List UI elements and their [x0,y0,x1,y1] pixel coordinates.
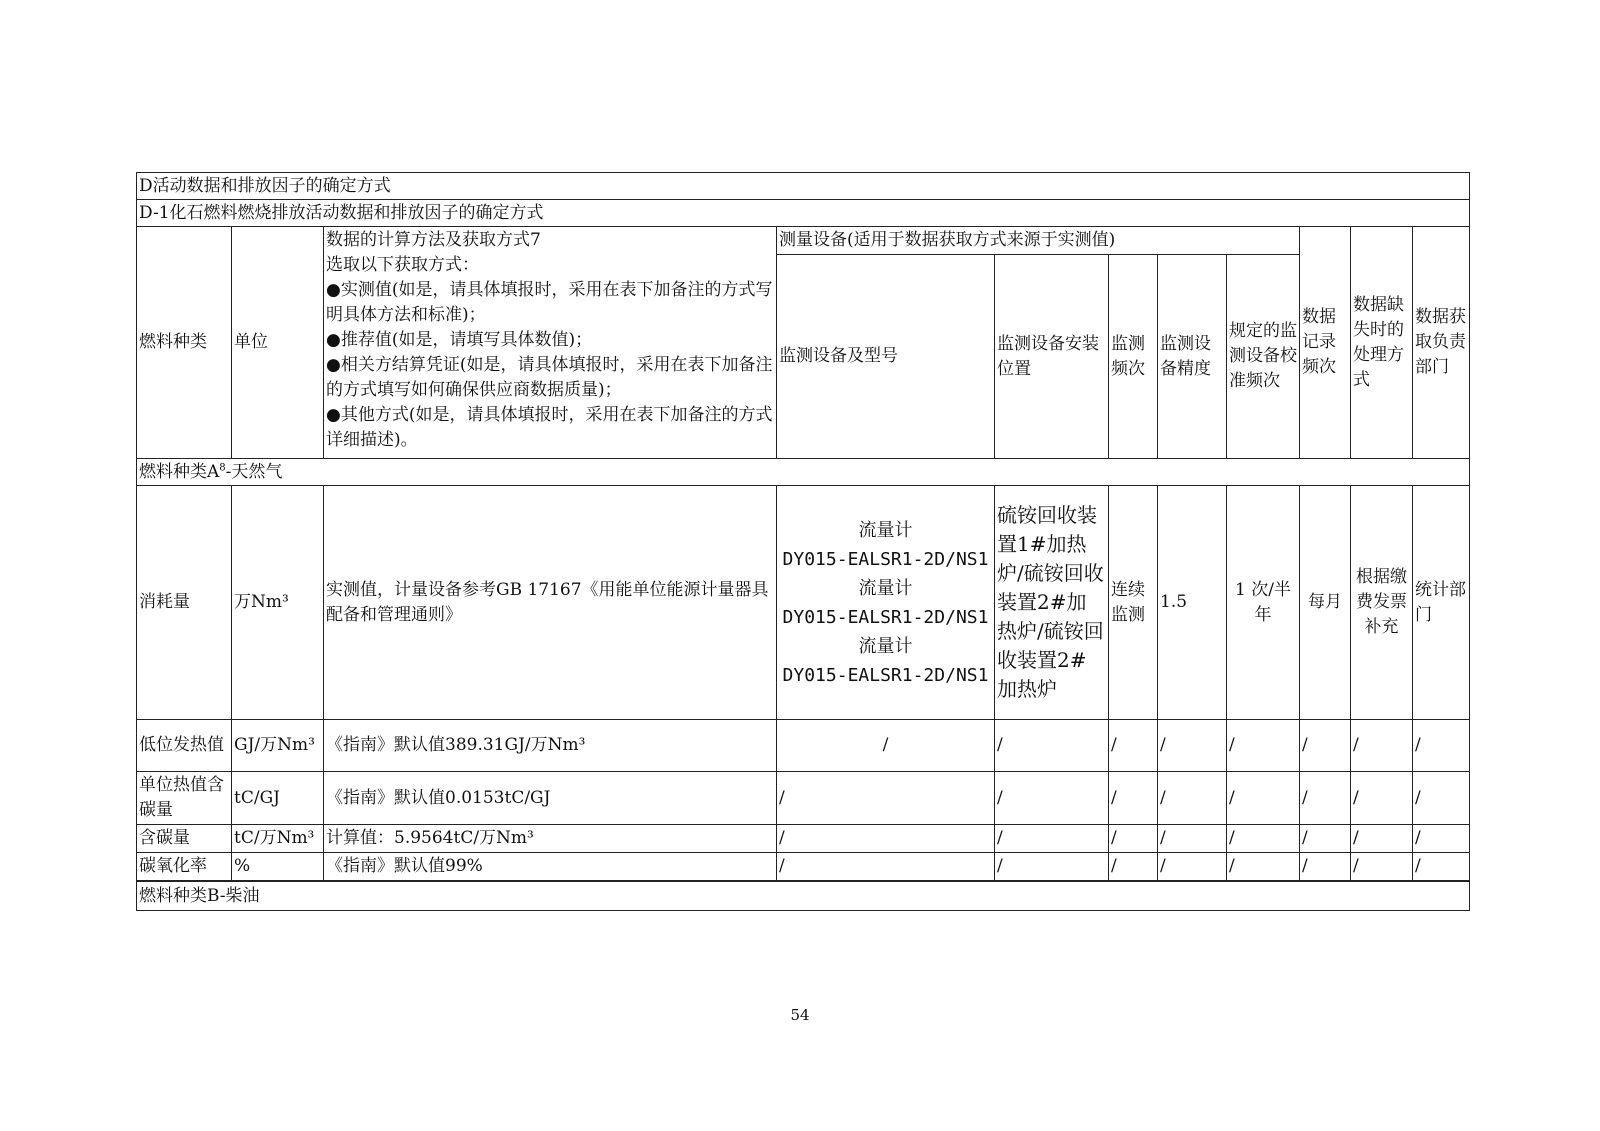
fuel-b-title: 燃料种类B-柴油 [137,881,1470,910]
row-freq: / [1109,720,1158,772]
row-method: 《指南》默认值99% [324,853,777,882]
table-row [137,486,1470,720]
row-record: / [1300,853,1351,882]
row-unit: % [232,853,324,882]
row-record: / [1300,720,1351,772]
row-name: 低位发热值 [137,720,232,772]
header-dept: 数据获取负责部门 [1413,227,1470,459]
row-location: / [995,720,1109,772]
row-unit: tC/GJ [232,772,324,825]
row-dept: / [1413,720,1470,772]
row-method: 《指南》默认值0.0153tC/GJ [324,772,777,825]
row-location: / [995,825,1109,853]
row-missing: 根据缴费发票补充 [1351,486,1413,720]
header-method-line: ●实测值(如是，请具体填报时，采用在表下加备注的方式写明具体方法和标准)； [326,280,773,325]
row-device: / [777,825,995,853]
row-calib: 1 次/半年 [1227,486,1300,720]
row-device: / [777,720,995,772]
row-missing: / [1351,772,1413,825]
row-name: 单位热值含碳量 [137,772,232,825]
row-dept: / [1413,853,1470,882]
header-method-line: 选取以下获取方式： [326,255,479,275]
header-missing-handling: 数据缺失时的处理方式 [1351,227,1413,459]
row-location: / [995,853,1109,882]
row-precision: / [1158,853,1227,882]
row-missing: / [1351,853,1413,882]
row-device: / [777,853,995,882]
emission-determination-table [136,172,1470,911]
row-freq: / [1109,853,1158,882]
page-number: 54 [790,1006,810,1024]
row-unit: tC/万Nm³ [232,825,324,853]
table-row [137,772,1470,825]
row-calib: / [1227,772,1300,825]
row-calib: / [1227,720,1300,772]
row-record: / [1300,772,1351,825]
header-method-line: ●其他方式(如是，请具体填报时，采用在表下加备注的方式详细描述)。 [326,405,773,450]
row-missing: / [1351,825,1413,853]
row-precision: / [1158,720,1227,772]
row-record: 每月 [1300,486,1351,720]
header-method-line: ●推荐值(如是，请填写具体数值)； [326,330,593,350]
row-record: / [1300,825,1351,853]
fuel-a-title [137,459,1470,486]
header-precision: 监测设备精度 [1158,255,1227,459]
row-method: 计算值：5.9564tC/万Nm³ [324,825,777,853]
row-calib: / [1227,825,1300,853]
row-dept: / [1413,772,1470,825]
row-location: / [995,772,1109,825]
section-d-title: D活动数据和排放因子的确定方式 [137,173,1470,200]
row-freq: / [1109,772,1158,825]
row-precision: / [1158,772,1227,825]
row-dept: / [1413,825,1470,853]
row-precision: / [1158,825,1227,853]
header-method-title: 数据的计算方法及获取方式7 [326,230,541,250]
row-calib: / [1227,853,1300,882]
row-device: / [777,772,995,825]
section-d1-title: D-1化石燃料燃烧排放活动数据和排放因子的确定方式 [137,200,1470,227]
row-method: 《指南》默认值389.31GJ/万Nm³ [324,720,777,772]
row-location: 硫铵回收装置1#加热炉/硫铵回收装置2#加热炉/硫铵回收装置2#加热炉 [995,486,1109,720]
fuel-a-prefix: 燃料种类A [139,462,220,482]
header-measure-group: 测量设备(适用于数据获取方式来源于实测值) [777,227,1300,255]
row-dept: 统计部门 [1413,486,1470,720]
row-method: 实测值，计量设备参考GB 17167《用能单位能源计量器具配备和管理通则》 [324,486,777,720]
header-device-model: 监测设备及型号 [777,255,995,459]
table-row [137,853,1470,882]
header-method-line: ●相关方结算凭证(如是，请具体填报时，采用在表下加备注的方式填写如何确保供应商数据质量)； [326,355,773,400]
table-row [137,825,1470,853]
header-record-freq: 数据记录频次 [1300,227,1351,459]
table-row [137,720,1470,772]
header-monitor-freq: 监测频次 [1109,255,1158,459]
header-install-location: 监测设备安装位置 [995,255,1109,459]
row-missing: / [1351,720,1413,772]
row-name: 消耗量 [137,486,232,720]
fuel-a-footnote: 8 [219,462,226,474]
row-unit: GJ/万Nm³ [232,720,324,772]
emission-table-page [136,172,1469,911]
header-method [324,227,777,459]
header-fuel-type: 燃料种类 [137,227,232,459]
row-freq: 连续监测 [1109,486,1158,720]
row-unit: 万Nm³ [232,486,324,720]
row-precision: 1.5 [1158,486,1227,720]
header-calib-freq: 规定的监测设备校准频次 [1227,255,1300,459]
row-name: 含碳量 [137,825,232,853]
fuel-a-suffix: -天然气 [225,462,283,482]
row-device: 流量计 DY015-EALSR1-2D/NS1 流量计 DY015-EALSR1-2D/NS1 流量计 DY015-EALSR1-2D/NS1 [777,486,995,720]
row-name: 碳氧化率 [137,853,232,882]
row-freq: / [1109,825,1158,853]
header-unit: 单位 [232,227,324,459]
